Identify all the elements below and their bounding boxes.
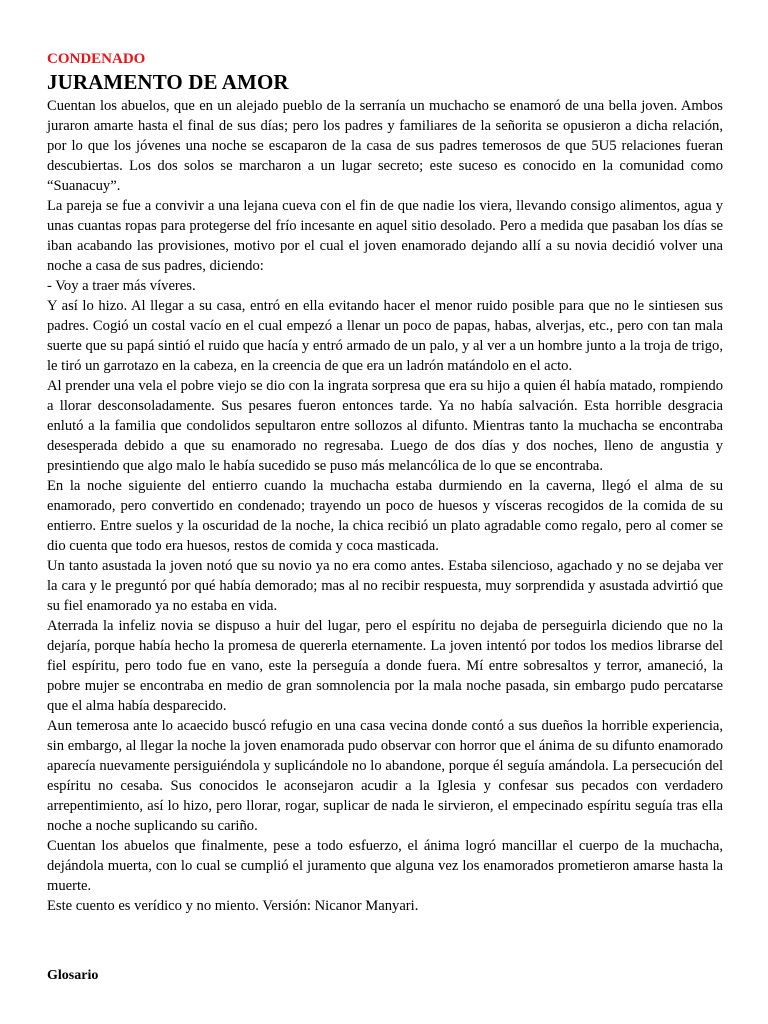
- story-title: JURAMENTO DE AMOR: [47, 70, 289, 94]
- glossary-heading: Glosario: [47, 968, 99, 983]
- paragraph: Aun temerosa ante lo acaecido buscó refugio en una casa vecina donde contó a sus dueños la horrible experiencia, sin embargo, al llegar la noche la joven enamorada pudo observar con horror que el ánima de su difunto enamorado aparecía nuevamente persiguiéndola y suplicándole no lo abandone, porque él seguía amándola. La persecución del espíritu no cesaba. Sus conocidos le aconsejaron acudir a la Iglesia y confesar sus pecados con verdadero arrepentimiento, así lo hizo, pero llorar, rogar, suplicar de nada le sirvieron, el empecinado espíritu seguía tras ella noche a noche suplicando su cariño.: [47, 718, 723, 834]
- section-label: CONDENADO: [47, 51, 146, 67]
- paragraph: La pareja se fue a convivir a una lejana cueva con el fin de que nadie los viera, llevando consigo alimentos, agua y unas cuantas ropas para protegerse del frío incesante en aquel sitio desolado. Pero a medida que pasaban los días se iban acabando las provisiones, motivo por el cual el joven enamorado dejando allí a su novia decidió volver una noche a casa de sus padres, diciendo:: [47, 198, 723, 274]
- paragraph: - Voy a traer más víveres.: [47, 278, 196, 294]
- paragraph: Un tanto asustada la joven notó que su novio ya no era como antes. Estaba silencioso, agachado y no se dejaba ver la cara y le preguntó por qué había demorado; mas al no recibir respuesta, muy sorprendida y asustada advirtió que su fiel enamorado ya no estaba en vida.: [47, 558, 723, 614]
- paragraph: Y así lo hizo. Al llegar a su casa, entró en ella evitando hacer el menor ruido posible para que no le sintiesen sus padres. Cogió un costal vacío en el cual empezó a llenar un poco de papas, habas, alverjas, etc., pero con tan mala suerte que su papá sintió el ruido que hacía y entró armado de un palo, y al ver a un hombre junto a la troja de trigo, le tiró un garrotazo en la cabeza, en la creencia de que era un ladrón matándolo en el acto.: [47, 298, 723, 374]
- paragraph: Al prender una vela el pobre viejo se dio con la ingrata sorpresa que era su hijo a quien él había matado, rompiendo a llorar desconsoladamente. Sus pesares fueron entonces tarde. Ya no había salvación. Esta horrible desgracia enlutó a la familia que condolidos sepultaron entre sollozos al difunto. Mientras tanto la muchacha se encontraba desesperada debido a que su enamorado no regresaba. Luego de dos días y dos noches, lleno de angustia y presintiendo que algo malo le había sucedido se puso más melancólica de lo que se encontraba.: [47, 378, 723, 474]
- paragraph: Cuentan los abuelos, que en un alejado pueblo de la serranía un muchacho se enamoró de una bella joven. Ambos juraron amarte hasta el final de sus días; pero los padres y familiares de la señorita se opusieron a dicha relación, por lo que los jóvenes una noche se escaparon de la casa de sus padres temerosos de que 5U5 relaciones fueran descubiertas. Los dos solos se marcharon a un lugar secreto; este suceso es conocido en la comunidad como “Suanacuy”.: [47, 98, 723, 194]
- paragraph: Cuentan los abuelos que finalmente, pese a todo esfuerzo, el ánima logró mancillar el cuerpo de la muchacha, dejándola muerta, con lo cual se cumplió el juramento que alguna vez los enamorados prometieron amarse hasta la muerte.: [47, 838, 723, 894]
- paragraph: Este cuento es verídico y no miento. Versión: Nicanor Manyari.: [47, 898, 419, 914]
- paragraph: Aterrada la infeliz novia se dispuso a huir del lugar, pero el espíritu no dejaba de perseguirla diciendo que no la dejaría, porque había hecho la promesa de quererla eternamente. La joven intentó por todos los medios librarse del fiel espíritu, pero todo fue en vano, este la perseguía a donde fuera. Mí entre sobresaltos y terror, amaneció, la pobre mujer se encontraba en medio de gran somnolencia por la mala noche pasada, sin embargo pudo percatarse que el alma había desparecido.: [47, 618, 723, 714]
- document-page: [47, 50, 723, 916]
- story-body: [47, 96, 723, 916]
- paragraph: En la noche siguiente del entierro cuando la muchacha estaba durmiendo en la caverna, llegó el alma de su enamorado, pero convertido en condenado; trayendo un poco de huesos y vísceras recogidos de la comida de su entierro. Entre suelos y la oscuridad de la noche, la chica recibió un plato agradable como regalo, pero al comer se dio cuenta que todo era huesos, restos de comida y coca masticada.: [47, 478, 723, 554]
